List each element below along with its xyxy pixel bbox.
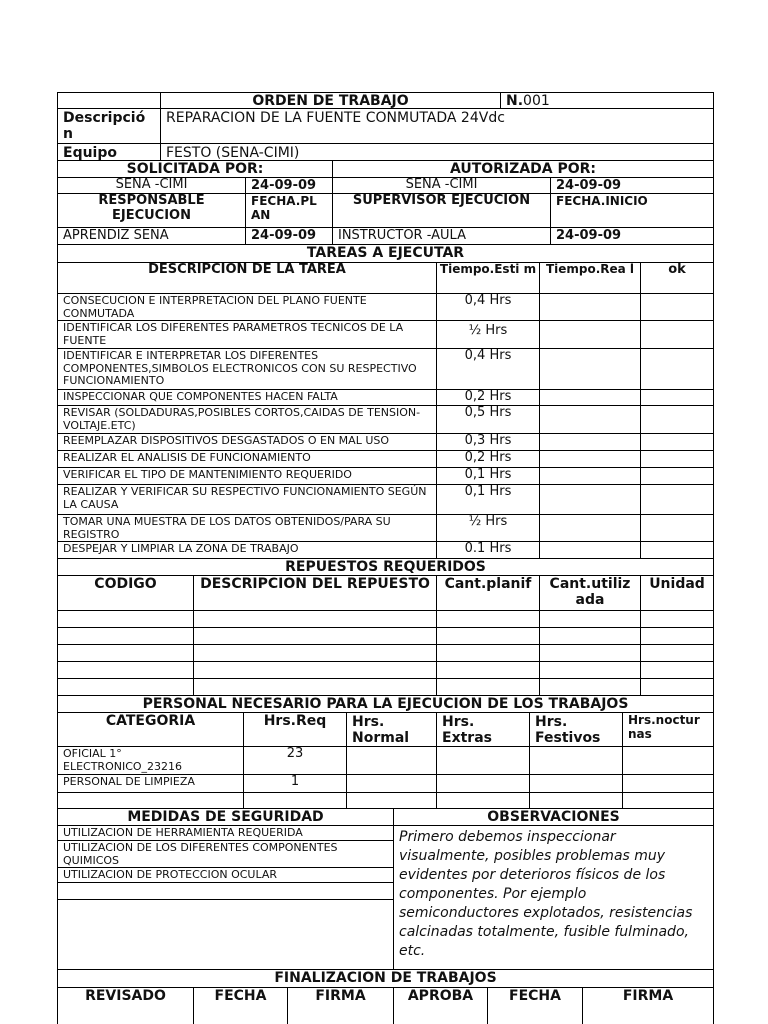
personnel-cell [243, 792, 347, 809]
personnel-section-title: PERSONAL NECESARIO PARA LA EJECUCION DE LOS TRABAJOS [57, 695, 714, 713]
personnel-header-nocturnas: Hrs.noctur nas [622, 712, 714, 747]
task-time: 0,1 Hrs [436, 467, 540, 485]
task-ok [640, 541, 714, 559]
task-ok [640, 433, 714, 451]
task-desc: VERIFICAR EL TIPO DE MANTENIMIENTO REQUERIDO [57, 467, 437, 485]
task-real [539, 484, 641, 515]
personnel-cell [346, 746, 437, 775]
personnel-category: OFICIAL 1° ELECTRONICO_23216 [57, 746, 244, 775]
parts-section-title: REPUESTOS REQUERIDOS [57, 558, 714, 576]
medidas-title: MEDIDAS DE SEGURIDAD [57, 808, 394, 826]
final-header-revisado: REVISADO [57, 987, 194, 1024]
parts-cell [57, 678, 194, 696]
safety-item: UTILIZACION DE PROTECCION OCULAR [57, 867, 394, 883]
parts-cell [436, 644, 540, 662]
personnel-cell [346, 792, 437, 809]
parts-cell [640, 610, 714, 628]
task-desc: REVISAR (SOLDADURAS,POSIBLES CORTOS,CAIDAS DE TENSION-VOLTAJE.ETC) [57, 405, 437, 434]
parts-cell [57, 644, 194, 662]
autorizada-value: SENA -CIMI [332, 177, 551, 194]
parts-cell [539, 661, 641, 679]
task-time: 0,5 Hrs [436, 405, 540, 434]
personnel-cell [57, 792, 244, 809]
task-ok [640, 389, 714, 406]
parts-cell [539, 678, 641, 696]
parts-header-planif: Cant.planif [436, 575, 540, 611]
personnel-category: PERSONAL DE LIMPIEZA [57, 774, 244, 793]
task-time: ½ Hrs [436, 320, 540, 349]
header-spacer [57, 92, 161, 109]
task-desc: DESPEJAR Y LIMPIAR LA ZONA DE TRABAJO [57, 541, 437, 559]
task-time: 0.1 Hrs [436, 541, 540, 559]
task-real [539, 433, 641, 451]
parts-header-desc: DESCRIPCION DEL REPUESTO [193, 575, 437, 611]
task-desc: REALIZAR Y VERIFICAR SU RESPECTIVO FUNCIONAMIENTO SEGÚN LA CAUSA [57, 484, 437, 515]
task-desc: REEMPLAZAR DISPOSITIVOS DESGASTADOS O EN MAL USO [57, 433, 437, 451]
task-desc: TOMAR UNA MUESTRA DE LOS DATOS OBTENIDOS/PARA SU REGISTRO [57, 514, 437, 542]
parts-cell [193, 610, 437, 628]
tasks-header-ok: ok [640, 262, 714, 294]
final-header-fecha-2: FECHA [487, 987, 583, 1024]
parts-cell [539, 610, 641, 628]
parts-cell [193, 644, 437, 662]
safety-item: UTILIZACION DE HERRAMIENTA REQUERIDA [57, 825, 394, 841]
task-real [539, 348, 641, 390]
task-real [539, 320, 641, 349]
parts-cell [539, 644, 641, 662]
personnel-header-extras: Hrs. Extras [436, 712, 530, 747]
form-title: ORDEN DE TRABAJO [160, 92, 501, 109]
personnel-cell [436, 792, 530, 809]
autorizada-date: 24-09-09 [550, 177, 714, 194]
descripcion-label: Descripció n [57, 108, 161, 144]
task-real [539, 293, 641, 321]
parts-cell [640, 644, 714, 662]
safety-item-empty [57, 899, 394, 970]
responsable-value: APRENDIZ SENA [57, 227, 246, 245]
task-desc: IDENTIFICAR E INTERPRETAR LOS DIFERENTES COMPONENTES,SIMBOLOS ELECTRONICOS CON SU RESPECTIVO FUNCIONAMIENTO [57, 348, 437, 390]
task-ok [640, 467, 714, 485]
parts-cell [640, 661, 714, 679]
supervisor-value: INSTRUCTOR -AULA [332, 227, 551, 245]
fecha-plan-value: 24-09-09 [245, 227, 333, 245]
personnel-header-cat: CATEGORIA [57, 712, 244, 747]
parts-cell [193, 627, 437, 645]
order-number-label: N. [506, 93, 524, 109]
personnel-cell [622, 746, 714, 775]
tasks-header-desc: DESCRIPCION DE LA TAREA [57, 262, 437, 294]
solicitada-value: SENA -CIMI [57, 177, 246, 194]
task-time: 0,4 Hrs [436, 348, 540, 390]
personnel-header-festivos: Hrs. Festivos [529, 712, 623, 747]
parts-cell [436, 678, 540, 696]
personnel-cell [436, 774, 530, 793]
finalization-title: FINALIZACION DE TRABAJOS [57, 969, 714, 988]
tasks-header-est: Tiempo.Esti m [436, 262, 540, 294]
task-ok [640, 293, 714, 321]
equipo-label: Equipo [57, 143, 161, 161]
task-time: ½ Hrs [436, 514, 540, 542]
supervisor-label: SUPERVISOR EJECUCION [332, 193, 551, 228]
order-number [500, 92, 714, 109]
task-ok [640, 514, 714, 542]
equipo-value: FESTO (SENA-CIMI) [160, 143, 714, 161]
task-ok [640, 320, 714, 349]
task-real [539, 514, 641, 542]
parts-cell [57, 661, 194, 679]
final-header-aproba: APROBA [393, 987, 488, 1024]
order-number-value: 001 [523, 93, 550, 109]
autorizada-header: AUTORIZADA POR: [332, 160, 714, 178]
safety-item-empty [57, 882, 394, 900]
personnel-cell [622, 792, 714, 809]
personnel-cell [529, 746, 623, 775]
task-ok [640, 348, 714, 390]
task-time: 0,4 Hrs [436, 293, 540, 321]
fecha-inicio-value: 24-09-09 [550, 227, 714, 245]
parts-cell [193, 678, 437, 696]
observaciones-title: OBSERVACIONES [393, 808, 714, 826]
final-header-firma-2: FIRMA [582, 987, 714, 1024]
personnel-hours: 1 [243, 774, 347, 793]
personnel-cell [529, 774, 623, 793]
parts-header-unidad: Unidad [640, 575, 714, 611]
task-real [539, 467, 641, 485]
parts-cell [436, 627, 540, 645]
personnel-header-normal: Hrs. Normal [346, 712, 437, 747]
personnel-cell [436, 746, 530, 775]
personnel-cell [622, 774, 714, 793]
task-desc: CONSECUCION E INTERPRETACION DEL PLANO FUENTE CONMUTADA [57, 293, 437, 321]
personnel-cell [346, 774, 437, 793]
responsable-label: RESPONSABLE EJECUCION [57, 193, 246, 228]
parts-header-utilizada: Cant.utiliz ada [539, 575, 641, 611]
personnel-header-req: Hrs.Req [243, 712, 347, 747]
task-real [539, 450, 641, 468]
task-desc: INSPECCIONAR QUE COMPONENTES HACEN FALTA [57, 389, 437, 406]
fecha-plan-label: FECHA.PL AN [245, 193, 333, 228]
safety-item: UTILIZACION DE LOS DIFERENTES COMPONENTES QUIMICOS [57, 840, 394, 868]
task-time: 0,2 Hrs [436, 389, 540, 406]
parts-header-codigo: CODIGO [57, 575, 194, 611]
task-time: 0,3 Hrs [436, 433, 540, 451]
task-real [539, 405, 641, 434]
personnel-cell [529, 792, 623, 809]
observaciones-text: Primero debemos inspeccionar visualmente, posibles problemas muy evidentes por deterioros físicos de los componentes. Por ejemplo semiconductores explotados, resistencias calcinadas totalmente, fusible fulminado, etc. [393, 825, 714, 970]
parts-cell [193, 661, 437, 679]
task-time: 0,2 Hrs [436, 450, 540, 468]
parts-cell [436, 661, 540, 679]
tasks-section-title: TAREAS A EJECUTAR [57, 244, 714, 263]
tasks-header-real: Tiempo.Rea l [539, 262, 641, 294]
parts-cell [57, 627, 194, 645]
task-desc: IDENTIFICAR LOS DIFERENTES PARAMETROS TECNICOS DE LA FUENTE [57, 320, 437, 349]
parts-cell [640, 678, 714, 696]
task-ok [640, 484, 714, 515]
personnel-hours: 23 [243, 746, 347, 775]
parts-cell [640, 627, 714, 645]
task-ok [640, 405, 714, 434]
task-desc: REALIZAR EL ANALISIS DE FUNCIONAMIENTO [57, 450, 437, 468]
fecha-inicio-label: FECHA.INICIO [550, 193, 714, 228]
parts-cell [57, 610, 194, 628]
final-header-firma: FIRMA [287, 987, 394, 1024]
final-header-fecha: FECHA [193, 987, 288, 1024]
parts-cell [539, 627, 641, 645]
parts-cell [436, 610, 540, 628]
task-real [539, 389, 641, 406]
task-ok [640, 450, 714, 468]
descripcion-value: REPARACION DE LA FUENTE CONMUTADA 24Vdc [160, 108, 714, 144]
task-time: 0,1 Hrs [436, 484, 540, 515]
solicitada-date: 24-09-09 [245, 177, 333, 194]
solicitada-header: SOLICITADA POR: [57, 160, 333, 178]
task-real [539, 541, 641, 559]
